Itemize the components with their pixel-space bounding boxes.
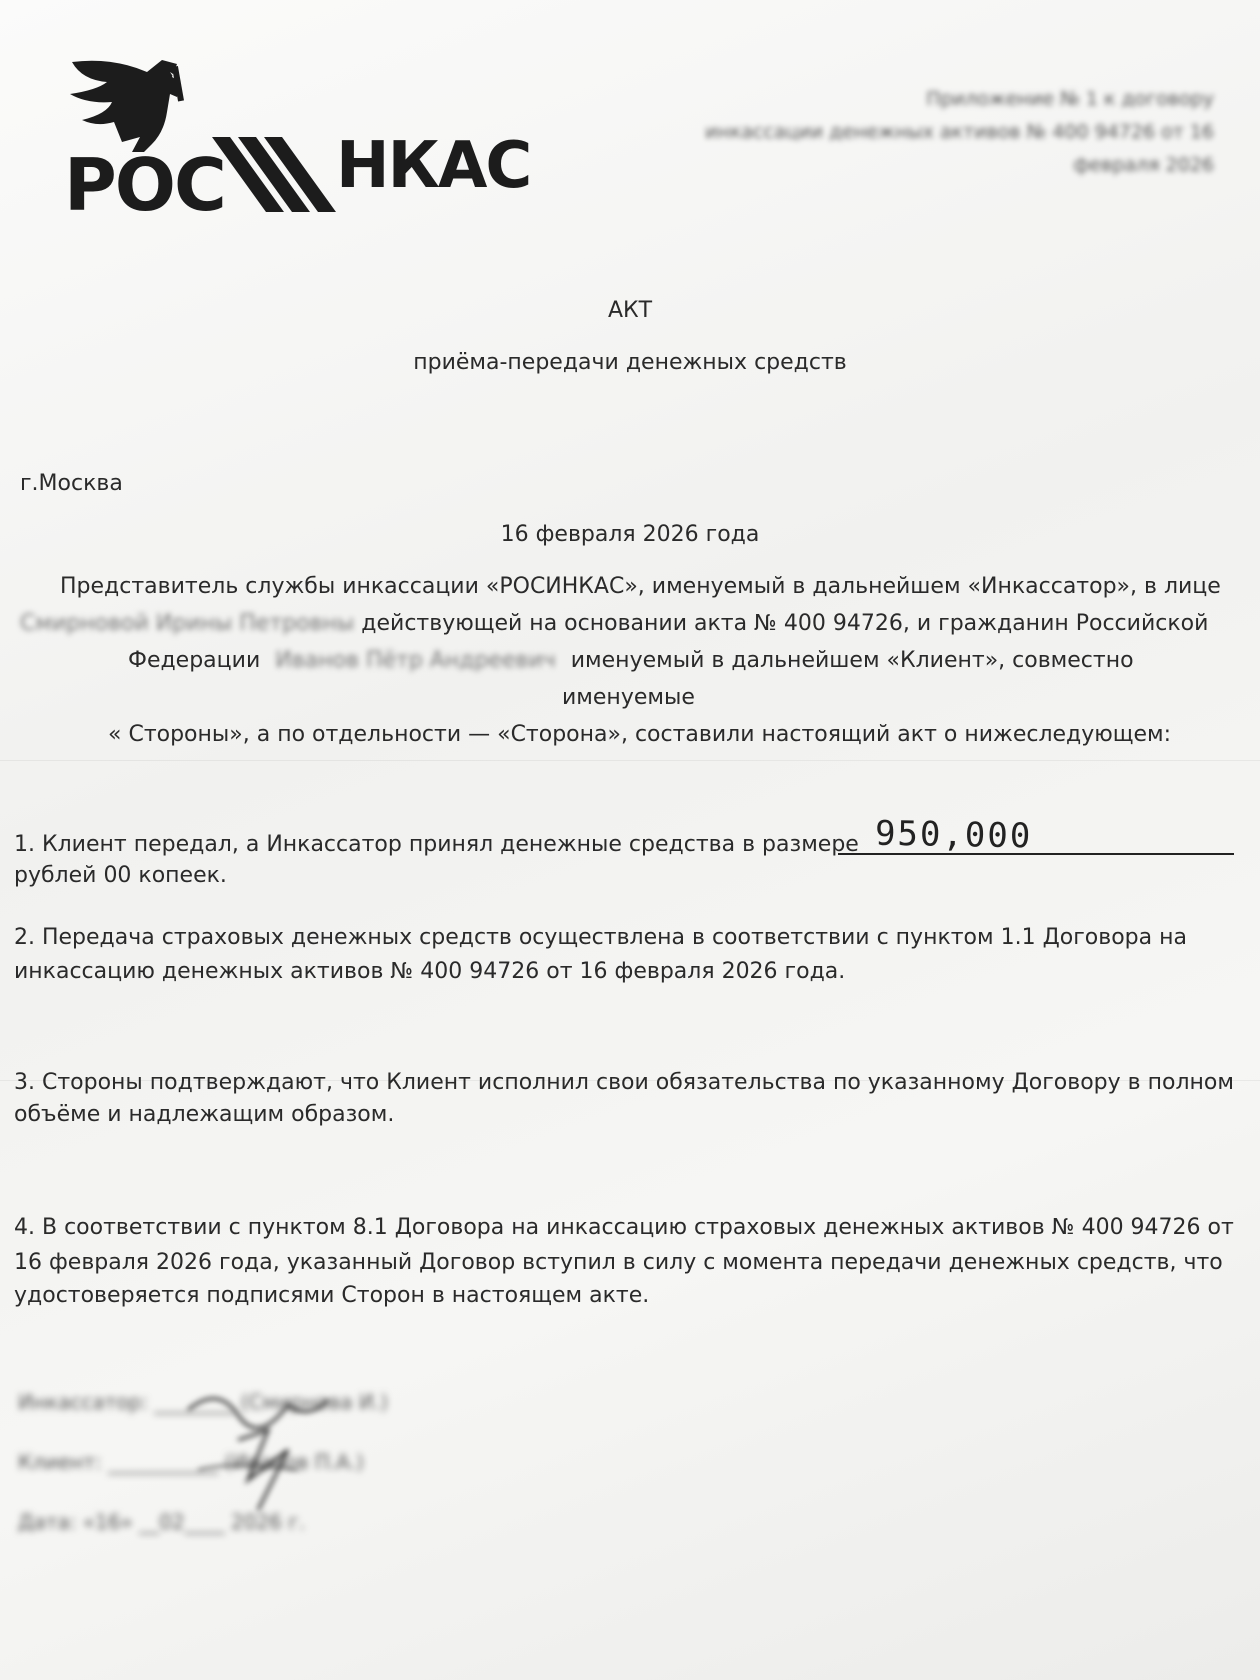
sender-details: [634, 88, 1214, 187]
intro-line-5: « Стороны», а по отдельности — «Сторона», составили настоящий акт о нижеследующем:: [108, 722, 1172, 747]
sender-line-2: инкассации денежных активов № 400 94726 от 16: [705, 121, 1214, 143]
signature-row-client: Клиент: ___________ (Иванов П.А.): [18, 1450, 364, 1474]
paper-fold: [0, 760, 1260, 761]
logo-text-left: РОС: [64, 143, 225, 227]
item-1-line-2: рублей 00 копеек.: [14, 863, 227, 888]
item-3-line-1: 3. Стороны подтверждают, что Клиент исполнил свои обязательства по указанному Договору в полном: [14, 1070, 1234, 1095]
logo-text-right: НКАС: [336, 129, 531, 203]
item-4-line-1: 4. В соответствии с пунктом 8.1 Договора на инкассацию страховых денежных активов № 400 94726 от: [14, 1215, 1234, 1240]
item-3-line-2: объёме и надлежащим образом.: [14, 1102, 395, 1127]
document-date: 16 февраля 2026 года: [500, 522, 760, 547]
item-4-line-2: 16 февраля 2026 года, указанный Договор вступил в силу с момента передачи денежных средств, что: [14, 1250, 1223, 1275]
item-2-line-2: инкассацию денежных активов № 400 94726 от 16 февраля 2026 года.: [14, 959, 846, 984]
item-1-line-1: 1. Клиент передал, а Инкассатор принял денежные средства в размере: [14, 832, 859, 857]
city: г.Москва: [20, 471, 123, 496]
sender-line-3: февраля 2026: [1073, 154, 1214, 176]
intro-line-3: именуемый в дальнейшем «Клиент», совместно: [570, 648, 1134, 673]
signature-row-collector: Инкассатор: ________ (Смирнова И.): [18, 1390, 389, 1414]
handwritten-amount: 950,000: [874, 813, 1033, 857]
handwritten-signature: [178, 1390, 358, 1530]
intro-line-3-prefix: Федерации: [128, 648, 261, 673]
document-subtitle: приёма-передачи денежных средств: [413, 350, 847, 375]
intro-line-2: действующей на основании акта № 400 94726, и гражданин Российской: [361, 611, 1209, 636]
rosinkas-logo: [52, 52, 552, 232]
client-name: Иванов Пётр Андреевич: [275, 648, 556, 673]
item-2-line-1: 2. Передача страховых денежных средств осуществлена в соответствии с пунктом 1.1 Договора на: [14, 925, 1187, 950]
item-4-line-3: удостоверяется подписями Сторон в настоящем акте.: [14, 1283, 650, 1308]
document-title: АКТ: [607, 298, 653, 323]
signature-row-date: Дата: «16» __02____ 2026 г.: [18, 1510, 306, 1534]
sender-line-1: Приложение № 1 к договору: [926, 88, 1214, 110]
signature-block: [18, 1390, 558, 1550]
collector-name: Смирновой Ирины Петровны: [20, 611, 355, 636]
intro-line-1: Представитель службы инкассации «РОСИНКАС», именуемый в дальнейшем «Инкассатор», в лице: [60, 574, 1221, 599]
intro-line-4: именуемые: [562, 685, 695, 710]
